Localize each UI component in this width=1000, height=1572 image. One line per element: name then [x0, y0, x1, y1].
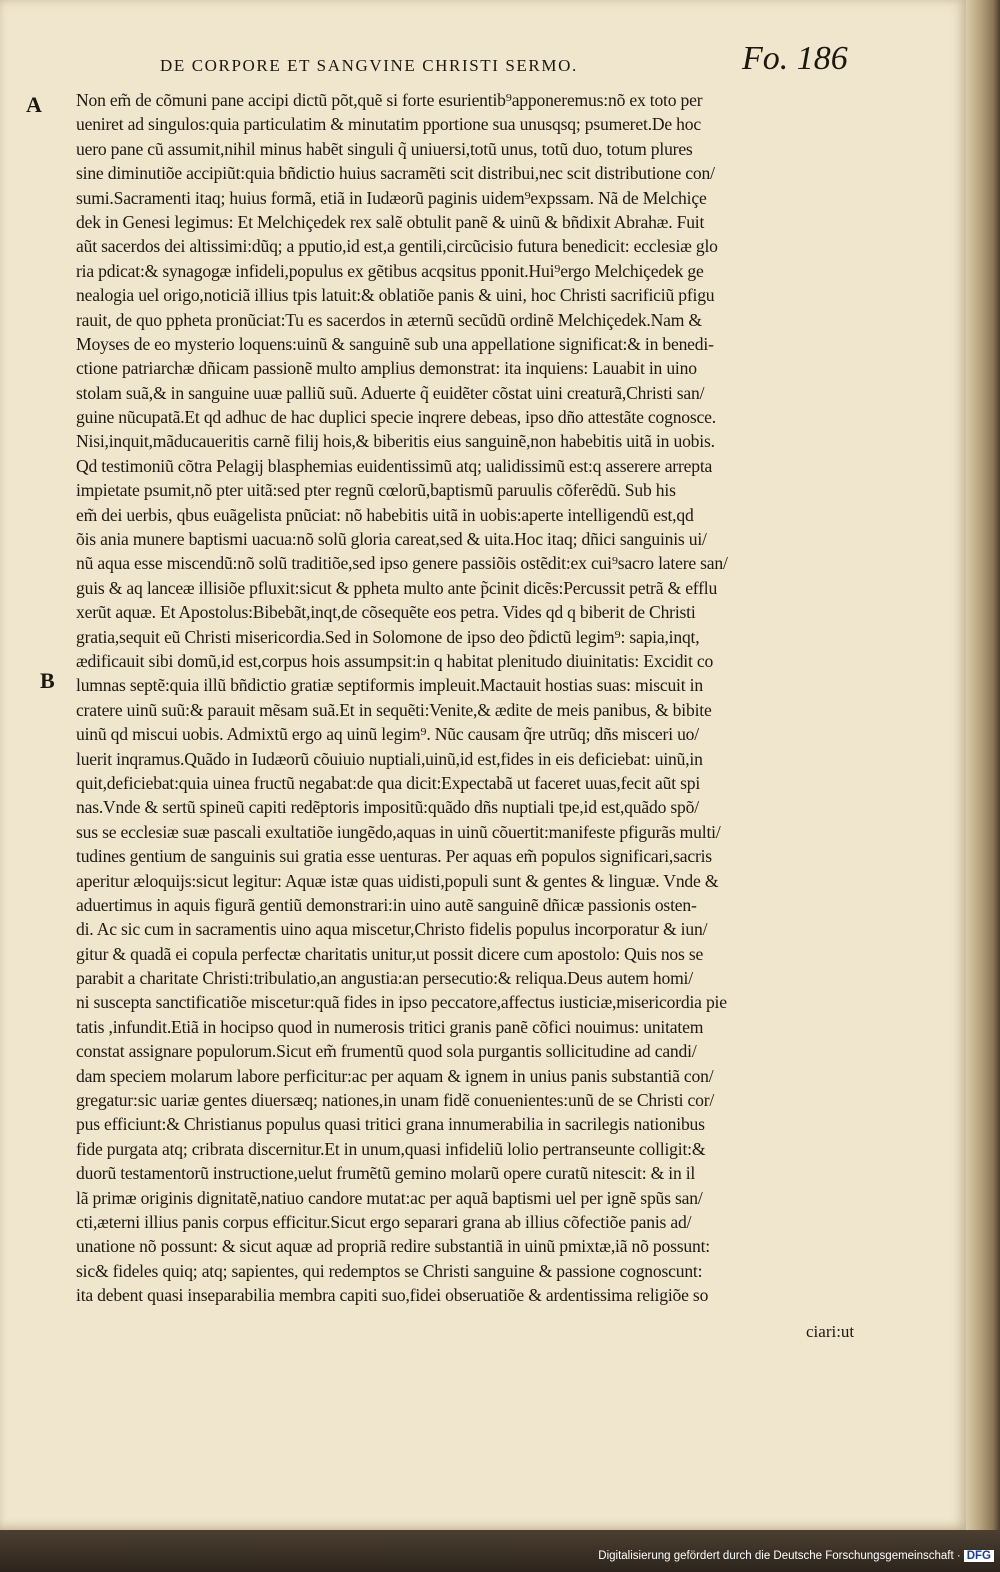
- text-line: sine diminutiõe accipiũt:quia bñdictio huius sacramẽti scit distribui,nec scit distributione con/: [76, 163, 715, 184]
- margin-mark-a: A: [26, 92, 42, 117]
- text-line: guis & aq lanceæ illisiõe pfluxit:sicut & ppheta multo ante p̃cinit dicẽs:Percussit petrã & efflu: [76, 577, 718, 598]
- text-line: sus se ecclesiæ suæ pascali exultatiõe iungẽdo,aquas in uinũ cõuertit:manifeste pfigurãs multi/: [76, 821, 721, 842]
- text-line: pus efficiunt:& Christianus populus quasi tritici grana innumerabilia in sacrilegis nationibus: [76, 1114, 705, 1135]
- margin-mark-b: B: [40, 668, 55, 693]
- text-line: di. Ac sic cum in sacramentis uino aqua miscetur,Christo fidelis populus incorporatur & iun/: [76, 919, 708, 940]
- text-line: unatione nõ possunt: & sicut aquæ ad propriã redire substantiã in uinũ pmixtæ,iã nõ possunt:: [76, 1236, 710, 1257]
- text-line: dek in Genesi legimus: Et Melchiçedek rex salẽ obtulit panẽ & uinũ & bñdixit Abrahæ. Fuit: [76, 211, 705, 232]
- text-line: xerũt aquæ. Et Apostolus:Bibebãt,inqt,de cõsequẽte eos petra. Vides qd q biberit de Christi: [76, 602, 696, 623]
- text-line: ueniret ad singulos:quia particulatim & minutatim pportione sua unusqsq; psumeret.De hoc: [76, 114, 701, 135]
- text-line: fide purgata atq; cribrata discernitur.Et in unum,quasi infideliũ lolio pertranseunte colligit:&: [76, 1138, 706, 1159]
- text-line: luerit inqramus.Quãdo in Iudæorũ cõuiuio nuptiali,uinũ,id est,fides in eis deficiebat: uinũ,in: [76, 748, 703, 769]
- text-line: guine nũcupatã.Et qd adhuc de hac duplici specie inqrere debeas, ipso dño attestãte cognosce.: [76, 407, 716, 428]
- text-line: nas.Vnde & sertũ spineũ capiti redẽptoris impositũ:quãdo dñs nuptiali tpe,id est,quãdo spõ/: [76, 797, 699, 818]
- funding-footer: [598, 1550, 994, 1562]
- text-line: uero pane cũ assumit,nihil minus habẽt singuli q̃ uniuersi,totũ unus, totũ duo, totum plures: [76, 138, 693, 159]
- text-line: tatis ,infundit.Etiã in hocipso quod in numerosis tritici granis panẽ cõfici nouimus: unitatem: [76, 1016, 704, 1037]
- text-line: duorũ testamentorũ instructione,uelut frumẽtũ gemino molarũ opere curatũ nitescit: & in il: [76, 1163, 696, 1184]
- text-line: nũ aqua esse miscendũ:nõ solũ traditiõe,sed ipso genere passiõis ostẽdit:ex cui⁹sacro latere san/: [76, 553, 728, 574]
- text-line: cti,æterni illius panis corpus efficitur.Sicut ergo separari grana ab illius cõfectiõe panis ad/: [76, 1211, 692, 1232]
- page-edge: [966, 0, 1000, 1530]
- text-line: dam speciem molarum labore perficitur:ac per aquam & ignem in unius panis substantiã con/: [76, 1065, 714, 1086]
- text-line: ria pdicat:& synagogæ infideli,populus ex gẽtibus acqsitus pponit.Hui⁹ergo Melchiçedek ge: [76, 260, 704, 281]
- text-line: tudines gentium de sanguinis sui gratia esse uenturas. Per aquas em̃ populos significari,sacris: [76, 846, 712, 867]
- text-body: [76, 88, 852, 1308]
- text-line: lã primæ originis dignitatẽ,natiuo candore mutat:ac per aquã baptismi uel per ignẽ spũs san/: [76, 1187, 703, 1208]
- text-line: ctione patriarchæ dñicam passionẽ multo amplius demonstrat: ita inquiens: Lauabit in uino: [76, 358, 697, 379]
- text-line: ita debent quasi inseparabilia membra capiti suo,fidei obseruatiõe & ardentissima religiõe so: [76, 1285, 709, 1306]
- text-line: nealogia uel origo,noticiã illius tpis latuit:& oblatiõe panis & uini, hoc Christi sacrificiũ pfigu: [76, 285, 715, 306]
- text-line: gitur & quadã ei copula perfectæ charitatis unitur,ut possit dicere cum apostolo: Quis nos se: [76, 943, 704, 964]
- text-line: aduertimus in aquis figurã gentiũ demonstrari:in uino autẽ sanguinẽ dñicæ passionis osten-: [76, 894, 697, 915]
- text-line: gratia,sequit eũ Christi misericordia.Sed in Solomone de ipso deo p̃dictũ legim⁹: sapia,inqt,: [76, 626, 700, 647]
- text-line: Nisi,inquit,mãducaueritis carnẽ filij hois,& biberitis eius sanguinẽ,non habebitis uitã in uobis.: [76, 431, 715, 452]
- text-line: quit,deficiebat:quia uinea fructũ negabat:de qua dicit:Expectabã ut faceret uuas,fecit aũt spi: [76, 772, 701, 793]
- text-line: em̃ dei uerbis, qbus euãgelista pnũciat: nõ habebitis uitã in uobis:aperte intelligendũ est,qd: [76, 504, 694, 525]
- dfg-logo: DFG: [964, 1550, 994, 1562]
- folio-number: Fo. 186: [742, 40, 848, 77]
- text-line: aperitur æloquijs:sicut legitur: Aquæ istæ quas uidisti,populi sunt & gentes & linguæ. Vnde &: [76, 870, 719, 891]
- text-line: Qd testimoniũ cõtra Pelagij blasphemias euidentissimũ atq; ualidissimũ est:q asserere arrepta: [76, 455, 713, 476]
- catchword: ciari:ut: [806, 1322, 855, 1341]
- text-line: sumi.Sacramenti itaq; huius formã, etiã in Iudæorũ paginis uidem⁹expssam. Nã de Melchiçe: [76, 187, 707, 208]
- text-line: Non em̃ de cõmuni pane accipi dictũ põt,quẽ si forte esurientib⁹apponeremus:nõ ex toto per: [76, 90, 703, 110]
- text-line: cratere uinũ suũ:& parauit mẽsam suã.Et in sequẽti:Venite,& ædite de meis panibus, & bibite: [76, 699, 712, 720]
- text-line: Moyses de eo mysterio loquens:uinũ & sanguinẽ sub una appellatione significat:& in benedi-: [76, 333, 714, 354]
- text-line: ni suscepta sanctificatiõe miscetur:quã fides in ipso peccatore,affectus iusticiæ,misericordia pie: [76, 992, 727, 1013]
- text-line: lumnas septẽ:quia illũ bñdictio gratiæ septiformis impleuit.Mactauit hostias suas: miscuit in: [76, 675, 703, 696]
- text-line: parabit a charitate Christi:tribulatio,an angustia:an persecutio:& reliqua.Deus autem homi/: [76, 968, 693, 989]
- text-line: gregatur:sic uariæ gentes diuersæq; nationes,in unam fidẽ conuenientes:unũ de se Christi cor/: [76, 1090, 715, 1111]
- text-line: uinũ qd miscui uobis. Admixtũ ergo aq uinũ legim⁹. Nũc causam q̃re utrũq; dñs misceri uo/: [76, 724, 699, 745]
- text-line: impietate psumit,nõ pter uitã:sed pter regnũ cœlorũ,baptismũ paruulis cõferẽdũ. Sub his: [76, 480, 676, 501]
- text-line: õis ania munere baptismi uacua:nõ solũ gloria careat,sed & uita.Hoc itaq; dñici sanguinis ui/: [76, 529, 707, 550]
- text-line: ædificauit sibi domũ,id est,corpus hois assumpsit:in q habitat plenitudo diuinitatis: Excidit co: [76, 650, 714, 671]
- text-line: rauit, de quo ppheta pronũciat:Tu es sacerdos in æternũ secũdũ ordinẽ Melchiçedek.Nam &: [76, 309, 702, 330]
- footer-text: Digitalisierung gefördert durch die Deutsche Forschungsgemeinschaft ·: [598, 1550, 961, 1562]
- text-line: stolam suã,& in sanguine uuæ palliũ suũ. Aduerte q̃ euidẽter cõstat uini creaturã,Christi san/: [76, 382, 705, 403]
- text-line: sic& fideles quiq; atq; sapientes, qui redemptos se Christi sanguine & passione cognoscunt:: [76, 1260, 703, 1281]
- running-title: DE CORPORE ET SANGVINE CHRISTI SERMO.: [160, 56, 578, 75]
- text-line: constat assignare populorum.Sicut em̃ frumentũ quod sola purgantis sollicitudine ad candi/: [76, 1041, 697, 1062]
- text-line: aũt sacerdos dei altissimi:dũq; a pputio,id est,a gentili,circũcisio futura benedicit: ecclesiæ glo: [76, 236, 718, 257]
